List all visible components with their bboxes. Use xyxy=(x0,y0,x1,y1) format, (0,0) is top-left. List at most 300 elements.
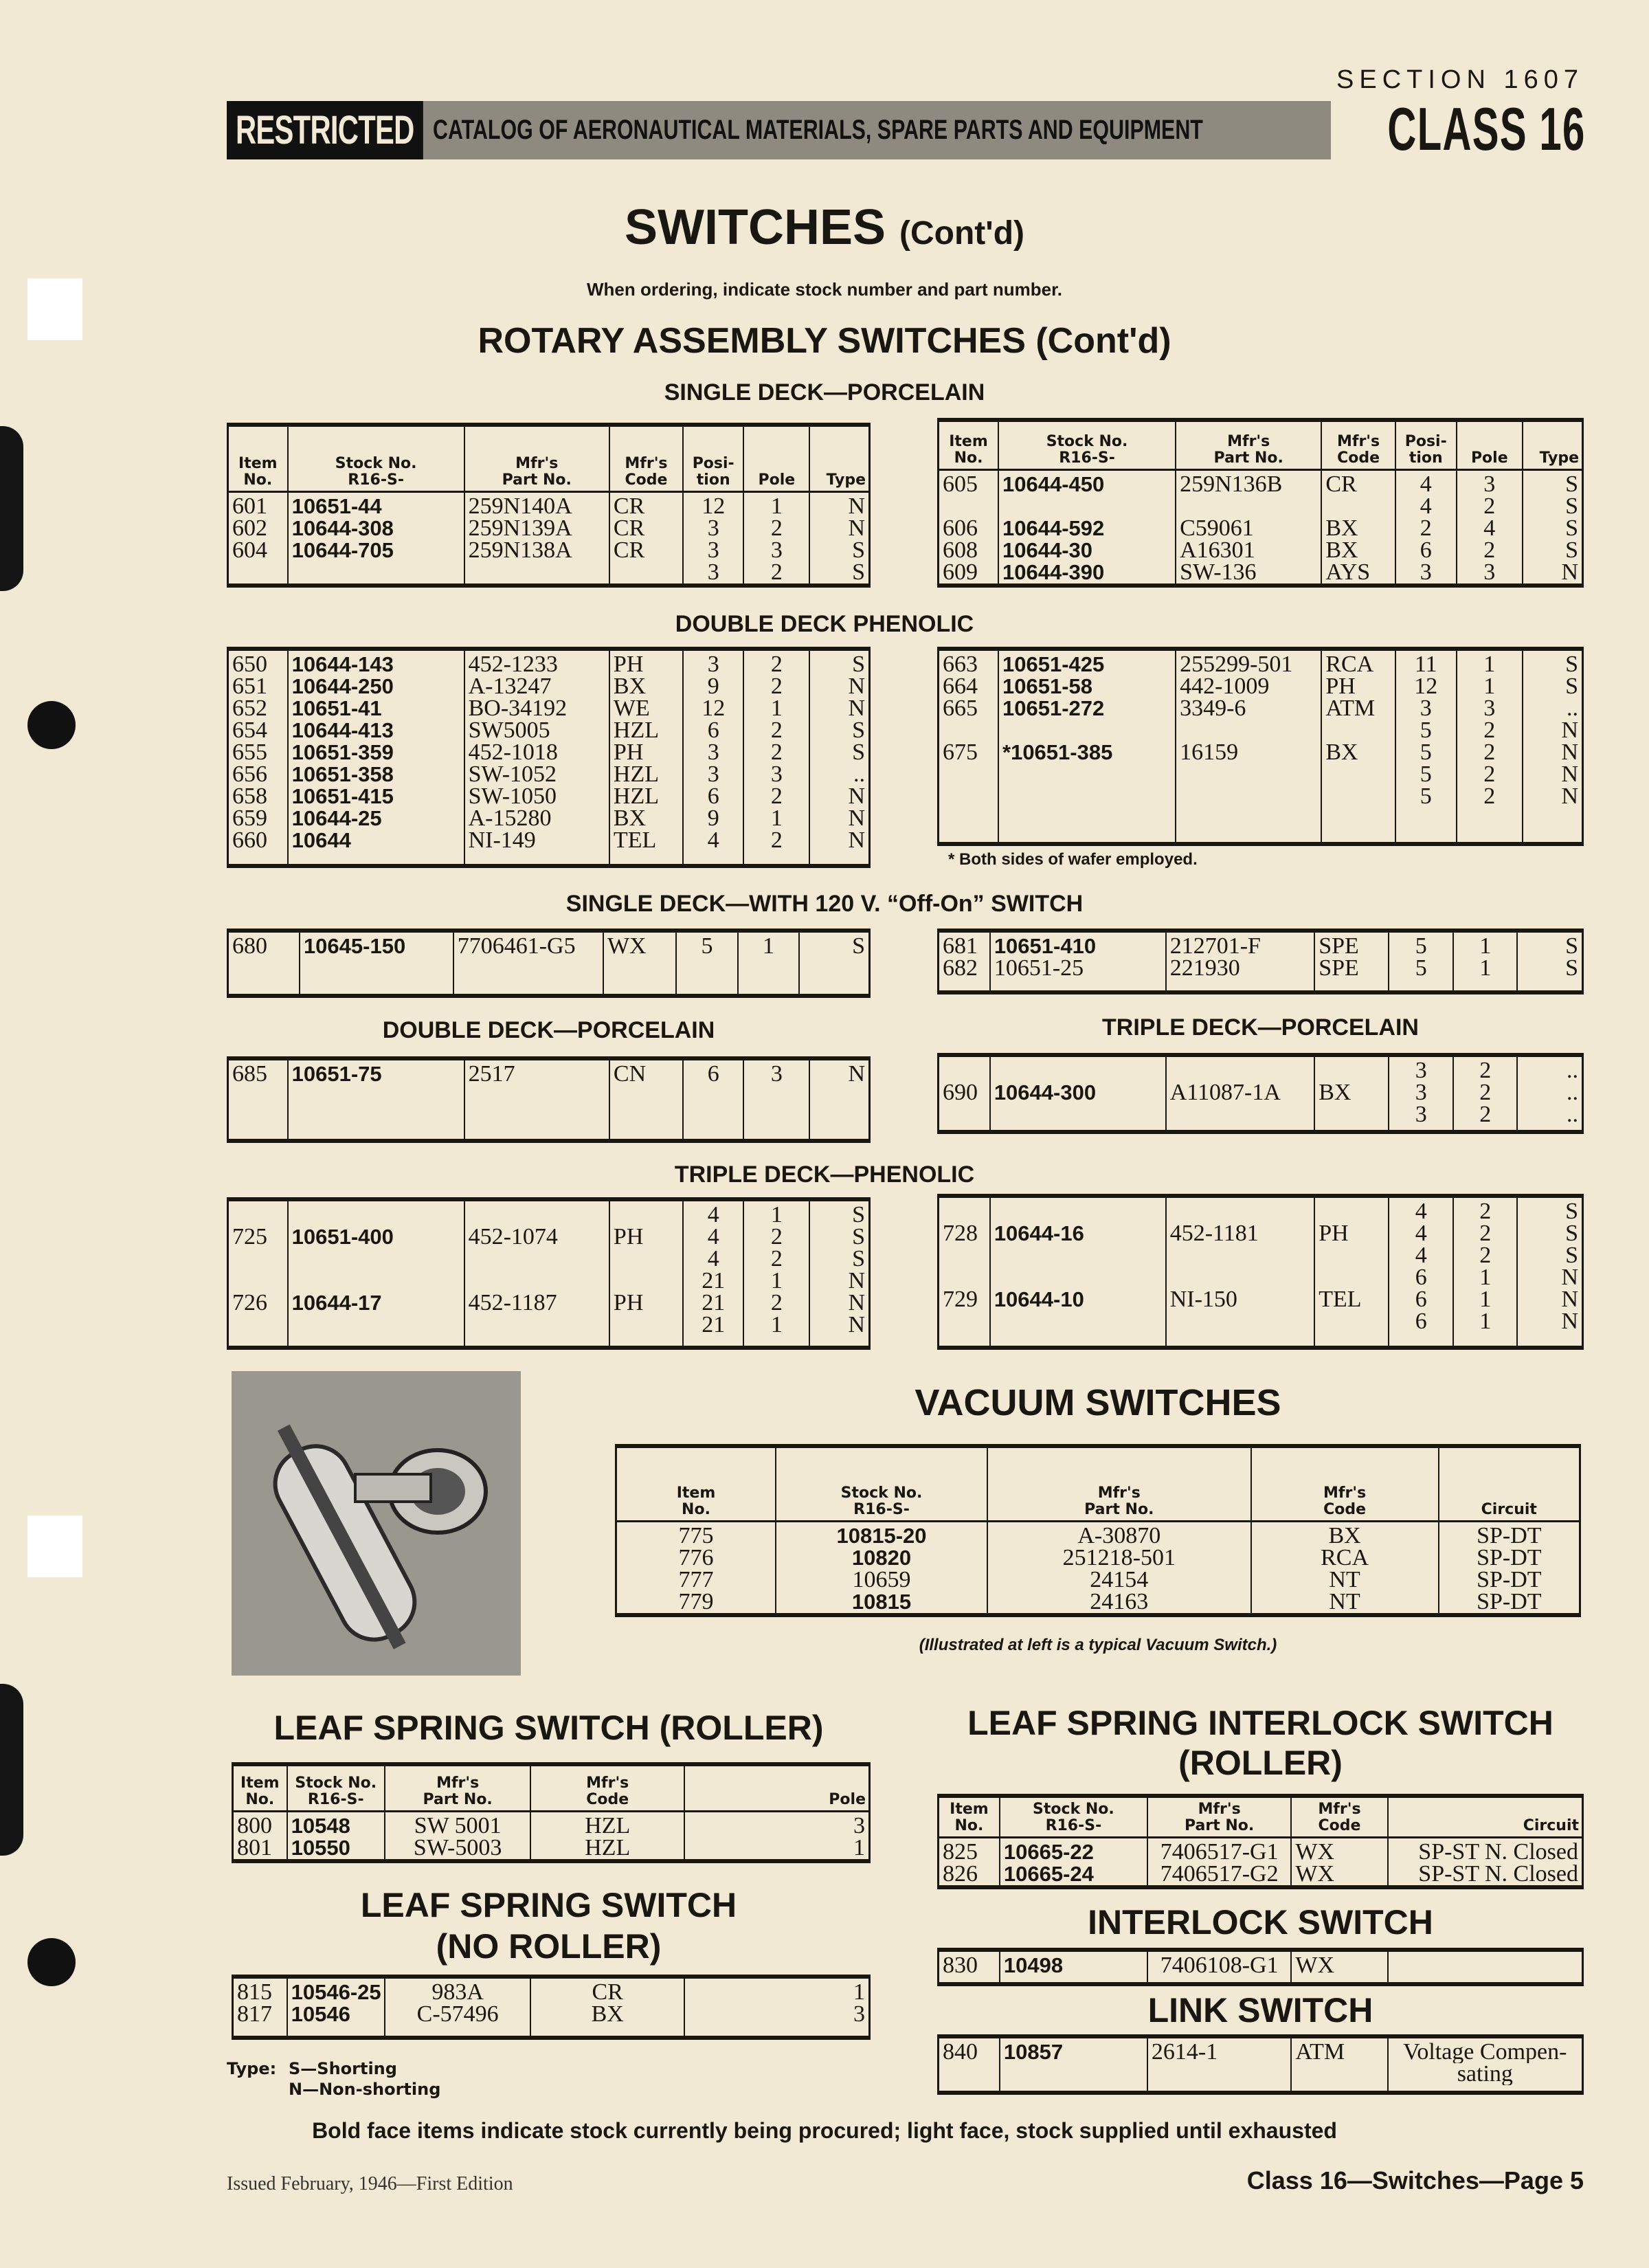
empty-cell xyxy=(939,2085,1000,2091)
table-cell: TEL xyxy=(609,830,683,852)
table-row xyxy=(617,1591,1579,1613)
empty-cell xyxy=(1000,2085,1147,2091)
table-cell: SP-DT xyxy=(1439,1547,1579,1569)
table-single-120v-left xyxy=(227,929,871,998)
table-cell: 10644-592 xyxy=(998,518,1176,540)
table-cell: 2 xyxy=(1453,1245,1517,1267)
table-row xyxy=(939,933,1582,957)
table-cell: 4 xyxy=(683,1248,743,1270)
table-cell: 1 xyxy=(743,1201,809,1226)
empty-cell xyxy=(998,808,1176,842)
table-cell: .. xyxy=(1517,1082,1582,1104)
table-filler xyxy=(939,1126,1582,1130)
table-row xyxy=(939,1952,1582,1977)
empty-cell xyxy=(1166,1126,1315,1130)
column-header: Mfr's Part No. xyxy=(987,1448,1251,1522)
table-cell: 442-1009 xyxy=(1176,676,1321,698)
page-title-main: SWITCHES xyxy=(624,200,886,255)
table-cell: 10651-415 xyxy=(288,786,464,808)
table-row xyxy=(939,1198,1582,1223)
table-cell: 10651-359 xyxy=(288,742,464,764)
table-cell: 840 xyxy=(943,2039,978,2063)
table-single-porcelain-right xyxy=(937,418,1584,588)
table-cell: 3 xyxy=(743,1060,809,1085)
table-cell: 10659 xyxy=(776,1569,987,1591)
table-cell xyxy=(609,1248,683,1270)
empty-cell xyxy=(676,957,738,994)
table-cell xyxy=(229,1248,288,1270)
table-cell: 11 xyxy=(1395,651,1457,676)
table-cell: SW-136 xyxy=(1176,562,1321,583)
leaf-interlock-title-line2: (ROLLER) xyxy=(1178,1744,1343,1782)
table-cell: 1 xyxy=(738,933,800,957)
table-cell: HZL xyxy=(609,720,683,742)
empty-cell xyxy=(1000,1977,1147,1982)
table-cell: 10651-272 xyxy=(998,698,1176,720)
table-cell: 5 xyxy=(1395,786,1457,808)
table-cell xyxy=(990,1267,1166,1289)
table-cell: N xyxy=(1517,1267,1582,1289)
table-cell: 3 xyxy=(1395,698,1457,720)
table-cell: 10644-10 xyxy=(990,1289,1166,1311)
table-cell: 3 xyxy=(683,764,743,786)
table-cell: 10651-425 xyxy=(998,651,1176,676)
table-cell: 658 xyxy=(232,786,267,808)
binder-tab xyxy=(0,1684,23,1856)
table-cell xyxy=(939,1104,990,1126)
table-cell xyxy=(939,1198,990,1223)
table-row xyxy=(939,2063,1582,2085)
table-cell: N xyxy=(1523,764,1582,786)
table-cell: 10548 xyxy=(287,1812,385,1838)
subhead-triple-phenolic: TRIPLE DECK—PHENOLIC xyxy=(674,1161,975,1188)
table-row xyxy=(939,1289,1582,1311)
subhead-double-porcelain: DOUBLE DECK—PORCELAIN xyxy=(382,1017,715,1043)
type-legend-label: Type: xyxy=(227,2059,277,2078)
table-cell: 675 xyxy=(943,742,978,764)
empty-cell xyxy=(464,1085,609,1139)
table-cell: S xyxy=(809,562,868,583)
table-cell xyxy=(939,1311,990,1333)
table-cell: BX xyxy=(1314,1082,1389,1104)
table-link-switch xyxy=(937,2034,1584,2095)
table-cell: 3 xyxy=(683,562,743,583)
table-cell xyxy=(1176,720,1321,742)
empty-cell xyxy=(1176,808,1321,842)
leaf-interlock-title xyxy=(937,1703,1584,1783)
table-row xyxy=(939,676,1582,698)
table-row xyxy=(229,1226,868,1248)
table-cell: HZL xyxy=(530,1837,684,1859)
table-cell: C-57496 xyxy=(385,2003,531,2025)
table-cell: 10644-25 xyxy=(288,808,464,830)
table-cell: N xyxy=(809,1060,868,1085)
empty-cell xyxy=(229,957,300,994)
table-filler xyxy=(939,1333,1582,1346)
table-cell: 259N140A xyxy=(464,492,609,518)
empty-cell xyxy=(1457,808,1523,842)
table-cell: 4 xyxy=(1395,470,1457,496)
table-filler xyxy=(939,1977,1582,1982)
table-cell: 656 xyxy=(232,764,267,786)
empty-cell xyxy=(1166,979,1315,990)
table-cell xyxy=(464,1248,609,1270)
table-cell: 725 xyxy=(232,1226,267,1248)
table-cell: 259N139A xyxy=(464,518,609,540)
table-cell: N xyxy=(809,1292,868,1314)
vacuum-title: VACUUM SWITCHES xyxy=(915,1382,1281,1423)
table-cell: 21 xyxy=(683,1270,743,1292)
table-row xyxy=(939,764,1582,786)
table-row xyxy=(939,1223,1582,1245)
table-cell: SW-1052 xyxy=(464,764,609,786)
table-cell xyxy=(939,1245,990,1267)
empty-cell xyxy=(1453,1126,1517,1130)
table-cell xyxy=(229,1201,288,1226)
table-row xyxy=(939,540,1582,562)
table-cell: 10546 xyxy=(287,2003,385,2025)
table-cell: 6 xyxy=(683,1060,743,1085)
table-cell xyxy=(1321,720,1395,742)
table-cell: 3 xyxy=(683,742,743,764)
empty-cell xyxy=(287,2025,385,2036)
table-cell: 10651-25 xyxy=(990,957,1166,979)
table-cell: 10644-30 xyxy=(998,540,1176,562)
table-cell xyxy=(288,1248,464,1270)
table-cell: NI-149 xyxy=(464,830,609,852)
empty-cell xyxy=(229,852,288,864)
table-row xyxy=(229,540,868,562)
table-cell: 3 xyxy=(743,764,809,786)
table-triple-porcelain xyxy=(937,1053,1584,1134)
table-cell: 4 xyxy=(683,1226,743,1248)
table-cell: PH xyxy=(609,651,683,676)
empty-cell xyxy=(464,852,609,864)
empty-cell xyxy=(809,852,868,864)
table-cell: 2 xyxy=(1457,764,1523,786)
table-cell: 9 xyxy=(683,808,743,830)
table-cell: 9 xyxy=(683,676,743,698)
table-cell xyxy=(609,1314,683,1336)
table-cell: 5 xyxy=(1389,933,1452,957)
table-cell: CR xyxy=(1321,470,1395,496)
empty-cell xyxy=(939,1126,990,1130)
table-grid xyxy=(229,1060,868,1139)
table-cell: N xyxy=(809,1270,868,1292)
empty-cell xyxy=(464,1336,609,1346)
table-cell: 660 xyxy=(232,830,267,852)
table-cell: 1 xyxy=(684,1837,868,1859)
table-cell: 654 xyxy=(232,720,267,742)
table-cell: 608 xyxy=(943,540,978,562)
table-cell: 2 xyxy=(1453,1223,1517,1245)
table-row xyxy=(229,698,868,720)
table-cell xyxy=(1314,1057,1389,1082)
table-cell: 6 xyxy=(1389,1311,1452,1333)
table-cell: SPE xyxy=(1314,933,1389,957)
table-cell: S xyxy=(809,742,868,764)
table-cell: 10651-400 xyxy=(288,1226,464,1248)
table-cell: CR xyxy=(609,518,683,540)
table-cell: ATM xyxy=(1321,698,1395,720)
table-cell: 251218-501 xyxy=(987,1547,1251,1569)
table-cell: 4 xyxy=(1389,1223,1452,1245)
empty-cell xyxy=(1517,1333,1582,1346)
table-cell: 452-1181 xyxy=(1166,1223,1315,1245)
empty-cell xyxy=(530,2025,684,2036)
empty-cell xyxy=(990,1126,1166,1130)
table-cell: 609 xyxy=(943,562,978,583)
table-leaf-roller xyxy=(232,1762,871,1863)
table-cell: 775 xyxy=(678,1523,714,1547)
empty-cell xyxy=(1147,2085,1291,2091)
table-cell: 825 xyxy=(943,1839,978,1863)
empty-cell xyxy=(1389,979,1452,990)
table-header-row xyxy=(617,1448,1579,1522)
table-cell: 10644-390 xyxy=(998,562,1176,583)
table-cell: A16301 xyxy=(1176,540,1321,562)
table-interlock-switch xyxy=(937,1948,1584,1986)
table-row xyxy=(234,1837,868,1859)
table-cell: 16159 xyxy=(1176,742,1321,764)
table-cell: 2 xyxy=(1457,786,1523,808)
table-row xyxy=(939,1057,1582,1082)
table-cell: 3 xyxy=(683,518,743,540)
empty-cell xyxy=(743,1085,809,1139)
table-cell: 10644-17 xyxy=(288,1292,464,1314)
table-cell: 2614-1 xyxy=(1147,2038,1291,2063)
table-cell: 830 xyxy=(943,1953,978,1977)
table-cell: HZL xyxy=(609,764,683,786)
table-cell: 10644-143 xyxy=(288,651,464,676)
table-cell: SPE xyxy=(1314,957,1389,979)
table-grid xyxy=(229,1201,868,1346)
table-cell: N xyxy=(809,518,868,540)
table-row xyxy=(229,830,868,852)
table-cell: S xyxy=(809,1226,868,1248)
table-cell: WX xyxy=(1291,1863,1387,1885)
table-cell: SP-DT xyxy=(1439,1591,1579,1613)
table-cell: 1 xyxy=(743,1314,809,1336)
table-cell: 10665-24 xyxy=(1000,1863,1147,1885)
table-cell xyxy=(229,1270,288,1292)
table-cell: 1 xyxy=(684,1979,868,2003)
column-header: Mfr's Code xyxy=(609,427,683,492)
empty-cell xyxy=(809,1336,868,1346)
table-cell: 2 xyxy=(743,1248,809,1270)
table-row xyxy=(939,1245,1582,1267)
table-cell: S xyxy=(1523,470,1582,496)
table-cell: SP-DT xyxy=(1439,1522,1579,1548)
column-header: Posi- tion xyxy=(683,427,743,492)
table-cell: 10550 xyxy=(287,1837,385,1859)
table-cell: 801 xyxy=(237,1837,272,1859)
empty-cell xyxy=(683,852,743,864)
table-cell: 2 xyxy=(743,786,809,808)
table-cell: 3 xyxy=(1389,1082,1452,1104)
type-legend-s: S—Shorting xyxy=(289,2059,397,2078)
table-cell xyxy=(939,1057,990,1082)
table-row xyxy=(939,720,1582,742)
table-cell: S xyxy=(1517,1223,1582,1245)
table-row xyxy=(229,933,868,957)
empty-cell xyxy=(1291,2085,1387,2091)
table-cell: A-15280 xyxy=(464,808,609,830)
empty-cell xyxy=(1166,1333,1315,1346)
table-cell: PH xyxy=(609,1292,683,1314)
table-filler xyxy=(939,2085,1582,2091)
table-cell xyxy=(288,562,464,583)
punch-hole xyxy=(27,701,76,749)
table-cell xyxy=(1314,1198,1389,1223)
table-row xyxy=(234,2003,868,2025)
table-cell: 2 xyxy=(1453,1198,1517,1223)
table-cell: 3349-6 xyxy=(1176,698,1321,720)
table-cell: SP-ST N. Closed xyxy=(1388,1863,1582,1885)
empty-cell xyxy=(609,852,683,864)
catalog-title: CATALOG OF AERONAUTICAL MATERIALS, SPARE PARTS AND EQUIPMENT xyxy=(433,115,1203,145)
table-cell: 24154 xyxy=(987,1569,1251,1591)
table-cell xyxy=(1314,1104,1389,1126)
table-cell xyxy=(990,1198,1166,1223)
table-cell: sating xyxy=(1388,2063,1582,2085)
empty-cell xyxy=(939,1333,990,1346)
table-cell: 1 xyxy=(1453,957,1517,979)
table-cell: 3 xyxy=(743,540,809,562)
table-cell: TEL xyxy=(1314,1289,1389,1311)
table-cell: 682 xyxy=(943,957,978,979)
table-cell: WX xyxy=(603,933,676,957)
table-cell: 10651-410 xyxy=(990,933,1166,957)
table-cell: 3 xyxy=(1457,562,1523,583)
table-cell: 10857 xyxy=(1000,2038,1147,2063)
table-cell: 604 xyxy=(232,540,267,562)
table-double-phenolic-right xyxy=(937,647,1584,846)
empty-cell xyxy=(743,852,809,864)
vacuum-caption: (Illustrated at left is a typical Vacuum Switch.) xyxy=(919,1636,1277,1654)
table-filler xyxy=(939,979,1582,990)
empty-cell xyxy=(1517,1126,1582,1130)
table-cell: 4 xyxy=(683,830,743,852)
table-cell: 3 xyxy=(1457,470,1523,496)
table-cell: 726 xyxy=(232,1292,267,1314)
table-cell: 681 xyxy=(943,933,978,957)
leaf-noroller-title xyxy=(227,1885,871,1967)
table-cell xyxy=(229,562,288,583)
section-number: SECTION 1607 xyxy=(1336,65,1584,94)
table-cell: N xyxy=(1517,1289,1582,1311)
table-cell: S xyxy=(809,1201,868,1226)
catalog-header-bar xyxy=(227,101,1331,159)
table-cell: 10546-25 xyxy=(287,1979,385,2003)
table-cell: BX xyxy=(609,808,683,830)
table-cell: 1 xyxy=(1453,933,1517,957)
table-cell: SW-5003 xyxy=(385,1837,531,1859)
table-cell: WX xyxy=(1291,1838,1387,1864)
table-cell: 6 xyxy=(1395,540,1457,562)
empty-cell xyxy=(939,1977,1000,1982)
table-cell: CR xyxy=(609,492,683,518)
table-grid xyxy=(229,933,868,994)
column-header: Item No. xyxy=(939,422,998,470)
table-cell: 5 xyxy=(1389,957,1452,979)
table-row xyxy=(229,518,868,540)
page-title xyxy=(0,199,1649,256)
table-cell: 452-1074 xyxy=(464,1226,609,1248)
column-header: Posi- tion xyxy=(1395,422,1457,470)
table-cell: HZL xyxy=(530,1812,684,1838)
table-row xyxy=(939,957,1582,979)
table-cell: 10644-413 xyxy=(288,720,464,742)
table-cell xyxy=(1166,1267,1315,1289)
table-cell: 2517 xyxy=(464,1060,609,1085)
table-cell: 685 xyxy=(232,1061,267,1085)
leaf-noroller-title-line1: LEAF SPRING SWITCH xyxy=(360,1886,737,1924)
table-row xyxy=(939,2038,1582,2063)
class-number: CLASS 16 xyxy=(1387,95,1586,163)
table-cell: 659 xyxy=(232,808,267,830)
table-cell xyxy=(990,1104,1166,1126)
table-cell: NT xyxy=(1251,1569,1439,1591)
table-cell: 2 xyxy=(743,742,809,764)
table-cell: SW-1050 xyxy=(464,786,609,808)
table-cell xyxy=(464,1270,609,1292)
empty-cell xyxy=(809,1085,868,1139)
table-cell: 5 xyxy=(1395,742,1457,764)
table-cell xyxy=(1166,1311,1315,1333)
column-header: Type xyxy=(809,427,868,492)
column-header: Item No. xyxy=(229,427,288,492)
table-cell: 2 xyxy=(1453,1082,1517,1104)
table-grid xyxy=(234,1766,868,1859)
table-cell: 2 xyxy=(743,1292,809,1314)
column-header: Stock No. R16-S- xyxy=(776,1448,987,1522)
column-header: Pole xyxy=(1457,422,1523,470)
table-row xyxy=(229,1248,868,1270)
table-row xyxy=(939,496,1582,518)
empty-cell xyxy=(1314,1126,1389,1130)
column-header: Circuit xyxy=(1388,1798,1582,1838)
table-cell: 601 xyxy=(232,493,267,518)
table-grid xyxy=(939,1198,1582,1346)
rotary-title: ROTARY ASSEMBLY SWITCHES (Cont'd) xyxy=(478,321,1171,361)
table-cell: 1 xyxy=(1457,676,1523,698)
table-cell xyxy=(990,1245,1166,1267)
table-cell: 3 xyxy=(1389,1104,1452,1126)
table-cell: 3 xyxy=(684,2003,868,2025)
table-single-120v-right xyxy=(937,929,1584,994)
table-cell: 983A xyxy=(385,1979,531,2003)
table-cell xyxy=(1166,1198,1315,1223)
table-grid xyxy=(939,1057,1582,1130)
table-cell: 2 xyxy=(743,830,809,852)
table-cell: HZL xyxy=(609,786,683,808)
table-cell xyxy=(1291,2063,1387,2085)
table-cell xyxy=(939,764,998,786)
table-cell: 5 xyxy=(676,933,738,957)
table-row xyxy=(939,651,1582,676)
table-cell: .. xyxy=(1517,1104,1582,1126)
subhead-triple-porcelain: TRIPLE DECK—PORCELAIN xyxy=(1102,1014,1419,1041)
column-header: Item No. xyxy=(939,1798,1000,1838)
table-cell: 452-1233 xyxy=(464,651,609,676)
column-header: Type xyxy=(1523,422,1582,470)
table-grid xyxy=(229,427,868,583)
table-cell: N xyxy=(809,830,868,852)
table-cell: 2 xyxy=(1457,540,1523,562)
column-header: Stock No. R16-S- xyxy=(1000,1798,1147,1838)
empty-cell xyxy=(1291,1977,1387,1982)
